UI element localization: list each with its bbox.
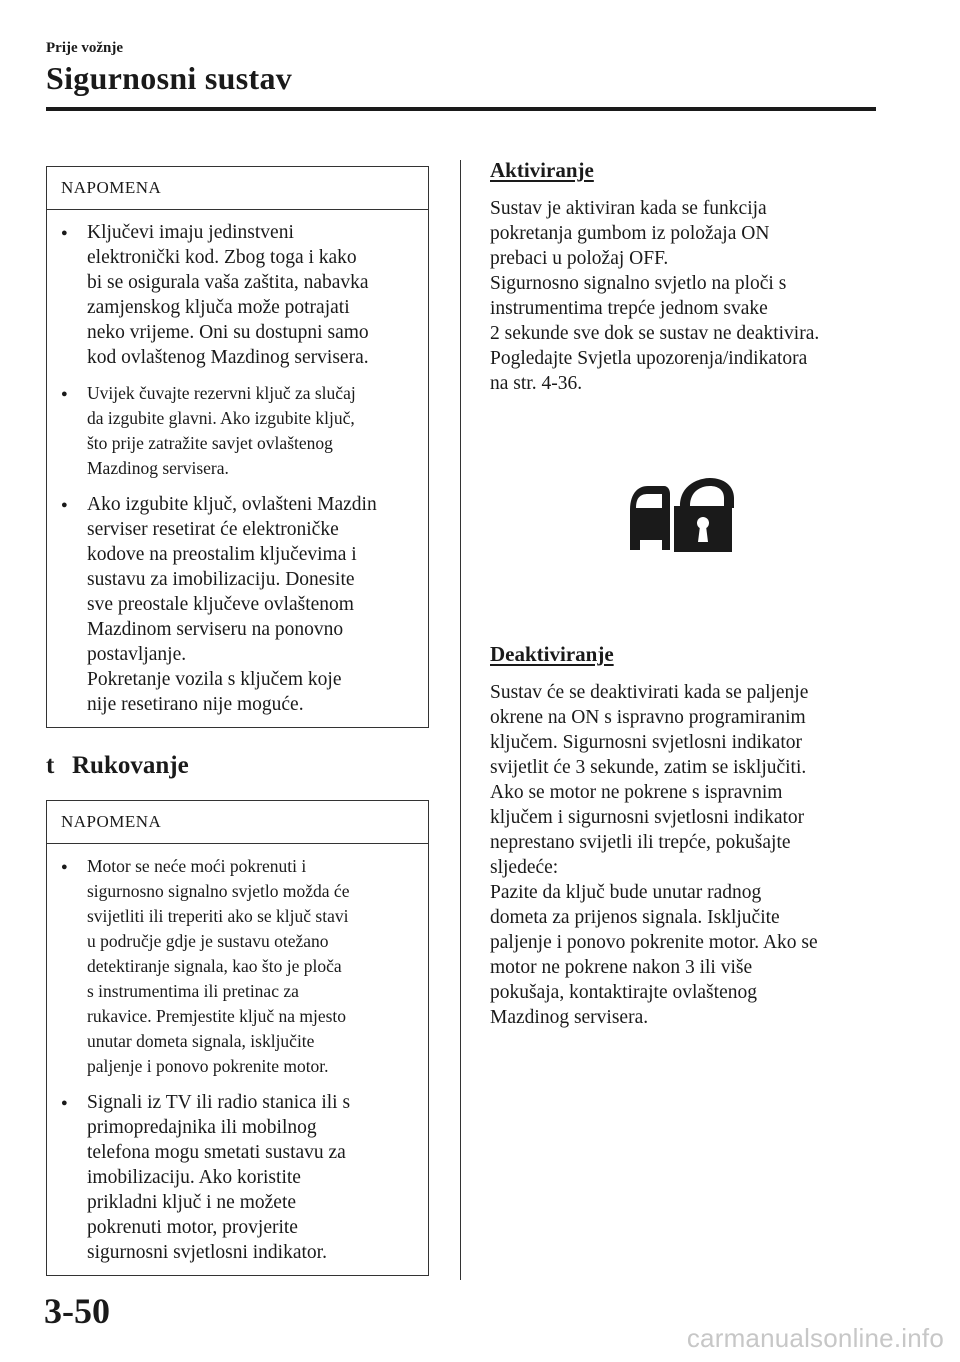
- note-label: NAPOMENA: [47, 167, 428, 210]
- section-title: Rukovanje: [72, 752, 189, 779]
- activation-text: Sustav je aktiviran kada se funkcija pokretanja gumbom iz položaja ON prebaci u položaj OFF. Sigurnosno signalno svjetlo na ploči s instrumentima trepće jednom svake 2 sekunde sve dok se sustav ne deaktivira. Pogledajte Svjetla upozorenja/indikatora na str. 4-36.: [490, 198, 820, 394]
- note-box-keys: [46, 166, 429, 728]
- breadcrumb: Prije vožnje: [46, 40, 124, 56]
- column-divider: [460, 160, 461, 1280]
- note-body: [47, 844, 428, 1275]
- activation-heading: Aktiviranje: [490, 158, 594, 182]
- note-item-engine-start: ● Motor se neće moći pokrenuti i sigurnosno signalno svjetlo možda će svijetliti ili treperiti ako se ključ stavi u područje gdje je sustavu otežano detektiranje signala, kao što je ploča s instrumentima ili pretinac za rukavice. Premjestite ključ na mjesto unutar dometa signala, isključite paljenje i ponovo pokrenite motor.: [61, 854, 418, 1079]
- note-box-operation: [46, 800, 429, 1276]
- watermark: carmanualsonline.info: [686, 1323, 944, 1353]
- deactivation-heading: Deaktiviranje: [490, 642, 614, 666]
- note-label: NAPOMENA: [47, 801, 428, 844]
- note-item-unique-code: ● Ključevi imaju jedinstveni elektronički kod. Zbog toga i kako bi se osigurala vaša zaštita, nabavka zamjenskog ključa može potrajati neko vrijeme. Oni su dostupni samo kod ovlaštenog Mazdinog servisera.: [61, 220, 418, 370]
- note-item-spare-key: ● Uvijek čuvajte rezervni ključ za slučaj da izgubite glavni. Ako izgubite ključ, što prije zatražite savjet ovlaštenog Mazdinog servisera.: [61, 381, 418, 481]
- note-item-lost-key: ● Ako izgubite ključ, ovlašteni Mazdin serviser resetirat će elektroničke kodove na preostalim ključevima i sustavu za imobilizaciju. Donesite sve preostale ključeve ovlaštenom Mazdinom serviseru na ponovno postavljanje. Pokretanje vozila s ključem koje nije resetirano nije moguće.: [61, 492, 418, 717]
- section-heading: [46, 752, 189, 780]
- deactivation-text: Sustav će se deaktivirati kada se paljenje okrene na ON s ispravno programiranim ključem. Sigurnosni svjetlosni indikator svijetlit će 3 sekunde, zatim se isključiti. Ako se motor ne pokrene s ispravnim ključem i sigurnosni svjetlosni indikator neprestano svijetli ili trepće, pokušajte sljedeće: Pazite da ključ bude unutar radnog dometa za prijenos signala. Isključite paljenje i ponovo pokrenite motor. Ako se motor ne pokrene nakon 3 ili više pokušaja, kontaktirajte ovlaštenog Mazdinog servisera.: [490, 682, 818, 1028]
- page-number: 3-50: [44, 1291, 110, 1331]
- note-item-signal-interference: ● Signali iz TV ili radio stanica ili s primopredajnika ili mobilnog telefona mogu smetati sustavu za imobilizaciju. Ako koristite prikladni ključ i ne možete pokrenuti motor, provjerite sigurnosni svjetlosni indikator.: [61, 1090, 418, 1265]
- title-rule: [46, 107, 876, 111]
- note-body: [47, 210, 428, 727]
- section-marker: t: [46, 752, 55, 779]
- page-title: Sigurnosni sustav: [46, 60, 293, 96]
- car-padlock-icon: [628, 478, 736, 552]
